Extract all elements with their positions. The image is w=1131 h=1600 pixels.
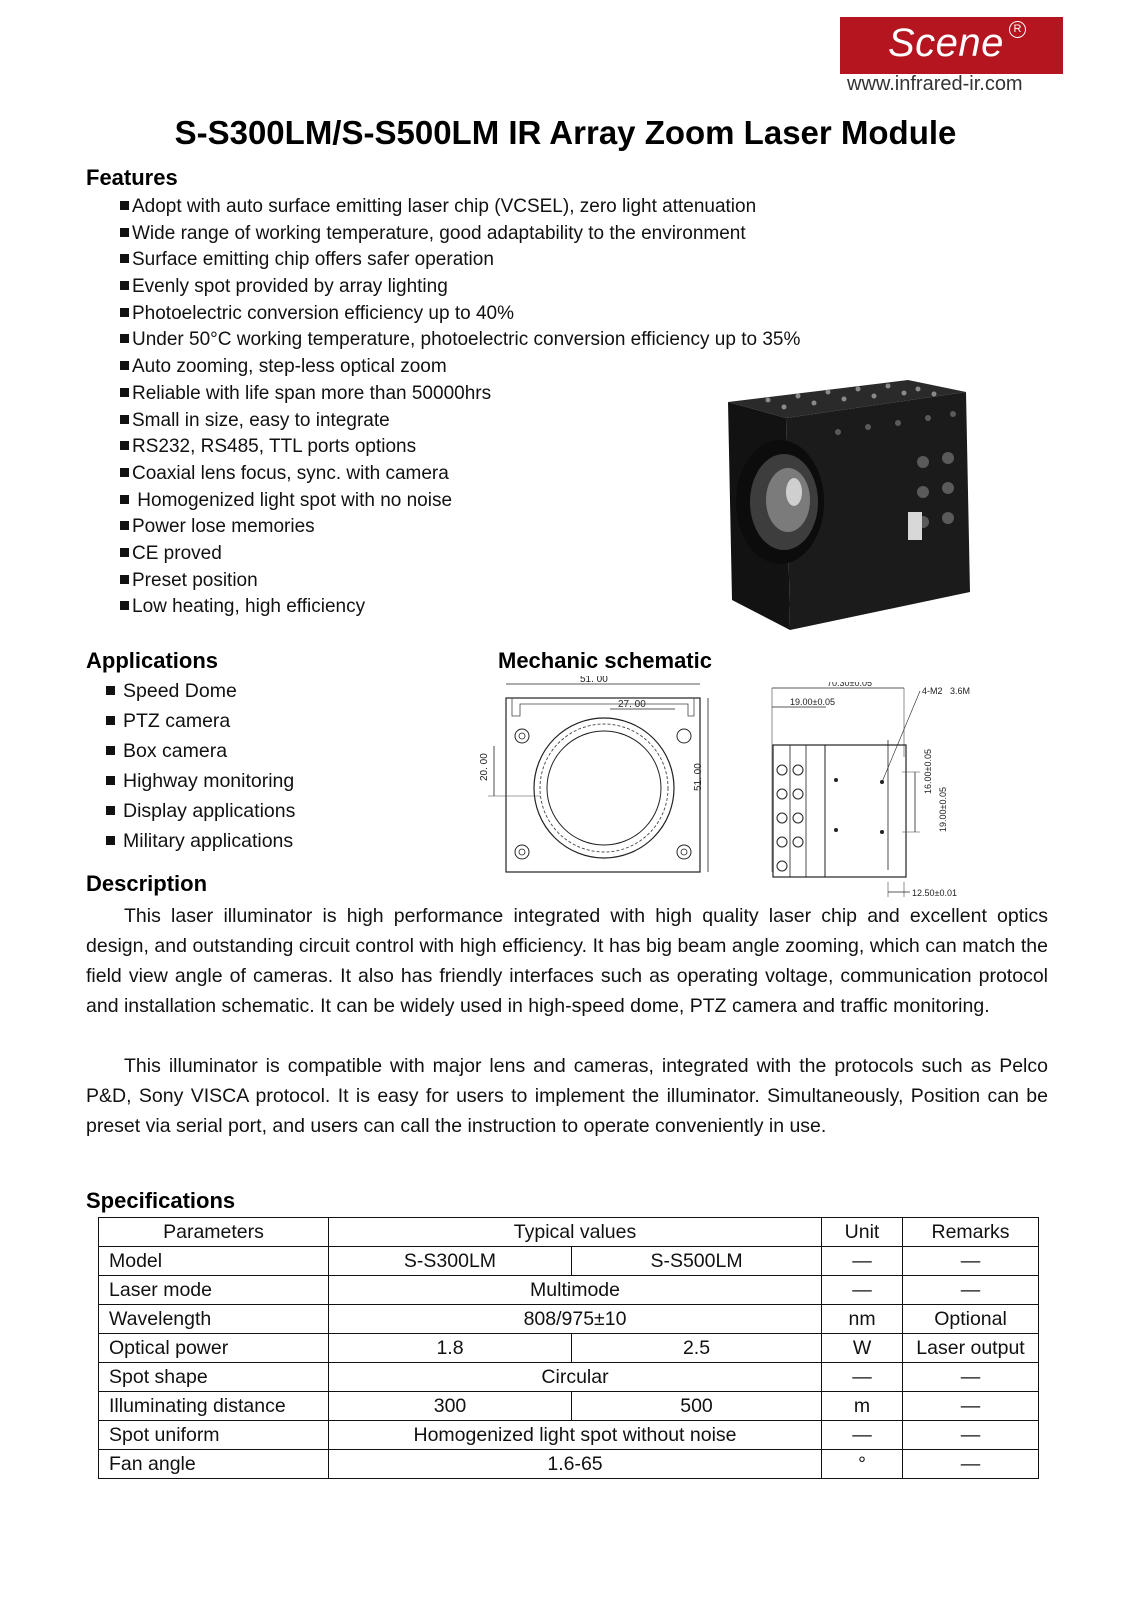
feature-item bbox=[120, 274, 800, 301]
application-text: PTZ camera bbox=[123, 710, 231, 732]
feature-item bbox=[120, 541, 800, 568]
dim-inner-label: 27. 00 bbox=[618, 699, 646, 710]
bullet-square-icon bbox=[120, 254, 129, 263]
application-text: Speed Dome bbox=[123, 680, 237, 702]
table-row bbox=[99, 1392, 1039, 1421]
dim-h2-label: 19.00±0.05 bbox=[938, 787, 948, 832]
brand-logo bbox=[840, 17, 1063, 74]
application-text: Display applications bbox=[123, 800, 296, 822]
table-row bbox=[99, 1276, 1039, 1305]
bullet-square-icon bbox=[120, 361, 129, 370]
applications-list bbox=[106, 676, 295, 856]
feature-item bbox=[120, 194, 800, 221]
feature-text: Low heating, high efficiency bbox=[132, 596, 366, 618]
bullet-square-icon bbox=[120, 281, 129, 290]
feature-item bbox=[120, 408, 800, 435]
cell-parameter: Optical power bbox=[99, 1334, 329, 1363]
table-header-row bbox=[99, 1218, 1039, 1247]
cell-remarks: Laser output bbox=[903, 1334, 1039, 1363]
application-item bbox=[106, 766, 295, 796]
cell-typical-value: Circular bbox=[329, 1363, 822, 1392]
feature-item bbox=[120, 461, 800, 488]
specifications-heading: Specifications bbox=[86, 1188, 236, 1213]
table-row bbox=[99, 1334, 1039, 1363]
cell-unit: ° bbox=[822, 1450, 903, 1479]
bullet-square-icon bbox=[106, 776, 115, 785]
cell-unit: — bbox=[822, 1276, 903, 1305]
cell-value-s300lm: 1.8 bbox=[329, 1334, 572, 1363]
bullet-square-icon bbox=[120, 495, 129, 504]
feature-item bbox=[120, 327, 800, 354]
dim-h1-label: 16.00±0.05 bbox=[923, 749, 933, 794]
cell-remarks: Optional bbox=[903, 1305, 1039, 1334]
feature-item bbox=[120, 434, 800, 461]
cell-unit: m bbox=[822, 1392, 903, 1421]
bullet-square-icon bbox=[106, 716, 115, 725]
bullet-square-icon bbox=[120, 228, 129, 237]
feature-text: Auto zooming, step-less optical zoom bbox=[132, 356, 447, 378]
application-text: Highway monitoring bbox=[123, 770, 295, 792]
features-list bbox=[120, 194, 800, 621]
dim-height-label: 51. 00 bbox=[693, 763, 704, 791]
feature-item bbox=[120, 594, 800, 621]
cell-parameter: Fan angle bbox=[99, 1450, 329, 1479]
bullet-square-icon bbox=[106, 806, 115, 815]
cell-parameter: Wavelength bbox=[99, 1305, 329, 1334]
application-item bbox=[106, 736, 295, 766]
features-heading: Features bbox=[86, 165, 178, 190]
dim-width-label: 51. 00 bbox=[580, 676, 608, 685]
table-row bbox=[99, 1421, 1039, 1450]
header-parameters: Parameters bbox=[99, 1218, 329, 1247]
side-view-drawing bbox=[770, 682, 995, 912]
cell-value-s500lm: S-S500LM bbox=[572, 1247, 822, 1276]
application-text: Military applications bbox=[123, 830, 294, 852]
applications-heading: Applications bbox=[86, 648, 219, 673]
feature-text: Wide range of working temperature, good adaptability to the environment bbox=[132, 222, 746, 244]
description-paragraph-1: This laser illuminator is high performance integrated with high quality laser chip and excellent optics design, and outstanding circuit control with high efficiency. It has big beam angle zooming, which can match the field view angle of cameras. It also has friendly interfaces such as operating voltage, communication protocol and installation schematic. It can be widely used in high-speed dome, PTZ camera and traffic monitoring. bbox=[86, 905, 1048, 1017]
cell-remarks: — bbox=[903, 1450, 1039, 1479]
feature-text: Preset position bbox=[132, 569, 258, 591]
cell-parameter: Laser mode bbox=[99, 1276, 329, 1305]
cell-typical-value: 1.6-65 bbox=[329, 1450, 822, 1479]
dim-total-label: 70.30±0.05 bbox=[827, 682, 872, 688]
application-item bbox=[106, 826, 295, 856]
cell-unit: — bbox=[822, 1421, 903, 1450]
bullet-square-icon bbox=[106, 746, 115, 755]
bullet-square-icon bbox=[120, 415, 129, 424]
cell-parameter: Model bbox=[99, 1247, 329, 1276]
header-unit: Unit bbox=[822, 1218, 903, 1247]
feature-text: Small in size, easy to integrate bbox=[132, 409, 390, 431]
front-view-drawing bbox=[480, 676, 730, 881]
bullet-square-icon bbox=[106, 836, 115, 845]
dim-left-label: 20. 00 bbox=[480, 753, 490, 781]
cell-unit: — bbox=[822, 1363, 903, 1392]
page-title: S-S300LM/S-S500LM IR Array Zoom Laser Module bbox=[174, 114, 957, 151]
feature-item bbox=[120, 381, 800, 408]
feature-item bbox=[120, 514, 800, 541]
cell-value-s500lm: 500 bbox=[572, 1392, 822, 1421]
application-item bbox=[106, 796, 295, 826]
cell-unit: — bbox=[822, 1247, 903, 1276]
feature-item bbox=[120, 568, 800, 595]
bullet-square-icon bbox=[120, 468, 129, 477]
table-row bbox=[99, 1363, 1039, 1392]
dim-front-label: 19.00±0.05 bbox=[790, 697, 835, 707]
header-remarks: Remarks bbox=[903, 1218, 1039, 1247]
bullet-square-icon bbox=[120, 201, 129, 210]
feature-item bbox=[120, 247, 800, 274]
cell-remarks: — bbox=[903, 1276, 1039, 1305]
application-item bbox=[106, 676, 295, 706]
feature-text: Adopt with auto surface emitting laser chip (VCSEL), zero light attenuation bbox=[132, 196, 757, 217]
dim-screw-label: 4-M2 bbox=[922, 686, 943, 696]
cell-parameter: Spot shape bbox=[99, 1363, 329, 1392]
dim-screw-suffix-label: 3.6M bbox=[950, 686, 971, 696]
cell-value-s300lm: S-S300LM bbox=[329, 1247, 572, 1276]
header-typical-values: Typical values bbox=[329, 1218, 822, 1247]
cell-value-s300lm: 300 bbox=[329, 1392, 572, 1421]
cell-typical-value: 808/975±10 bbox=[329, 1305, 822, 1334]
feature-item bbox=[120, 301, 800, 328]
brand-name: Scene bbox=[888, 21, 1004, 65]
table-row bbox=[99, 1305, 1039, 1334]
bullet-square-icon bbox=[106, 686, 115, 695]
product-photo bbox=[708, 352, 998, 652]
feature-item bbox=[120, 221, 800, 248]
application-text: Box camera bbox=[123, 740, 228, 762]
bullet-square-icon bbox=[120, 308, 129, 317]
cell-typical-value: Multimode bbox=[329, 1276, 822, 1305]
bullet-square-icon bbox=[120, 388, 129, 397]
cell-parameter: Illuminating distance bbox=[99, 1392, 329, 1421]
application-item bbox=[106, 706, 295, 736]
cell-unit: nm bbox=[822, 1305, 903, 1334]
dim-bottom-label: 12.50±0.01 bbox=[912, 888, 957, 898]
feature-text: Evenly spot provided by array lighting bbox=[132, 276, 448, 298]
table-row bbox=[99, 1450, 1039, 1479]
feature-item bbox=[120, 354, 800, 381]
feature-text: RS232, RS485, TTL ports options bbox=[132, 436, 417, 458]
feature-item bbox=[120, 488, 800, 515]
cell-remarks: — bbox=[903, 1392, 1039, 1421]
feature-text: Homogenized light spot with no noise bbox=[132, 489, 453, 511]
bullet-square-icon bbox=[120, 521, 129, 530]
cell-parameter: Spot uniform bbox=[99, 1421, 329, 1450]
bullet-square-icon bbox=[120, 441, 129, 450]
feature-text: Under 50°C working temperature, photoelectric conversion efficiency up to 35% bbox=[132, 329, 801, 351]
specifications-table bbox=[98, 1217, 1039, 1479]
cell-remarks: — bbox=[903, 1421, 1039, 1450]
feature-text: Coaxial lens focus, sync. with camera bbox=[132, 462, 449, 484]
description-heading: Description bbox=[86, 871, 208, 896]
website-url: www.infrared-ir.com bbox=[847, 73, 1023, 95]
bullet-square-icon bbox=[120, 334, 129, 343]
bullet-square-icon bbox=[120, 575, 129, 584]
feature-text: Power lose memories bbox=[132, 516, 315, 538]
feature-text: Photoelectric conversion efficiency up to 40% bbox=[132, 302, 514, 324]
feature-text: CE proved bbox=[132, 542, 222, 564]
cell-remarks: — bbox=[903, 1363, 1039, 1392]
feature-text: Surface emitting chip offers safer operation bbox=[132, 249, 494, 271]
schematic-heading: Mechanic schematic bbox=[498, 648, 712, 673]
description-paragraph-2: This illuminator is compatible with major lens and cameras, integrated with the protocols such as Pelco P&D, Sony VISCA protocol. It is easy for users to implement the illuminator. Simultaneously, Position can be preset via serial port, and users can call the instruction to operate conveniently in use. bbox=[86, 1055, 1048, 1137]
bullet-square-icon bbox=[120, 548, 129, 557]
cell-remarks: — bbox=[903, 1247, 1039, 1276]
cell-unit: W bbox=[822, 1334, 903, 1363]
cell-typical-value: Homogenized light spot without noise bbox=[329, 1421, 822, 1450]
registered-mark: R bbox=[1009, 21, 1026, 38]
table-row bbox=[99, 1247, 1039, 1276]
feature-text: Reliable with life span more than 50000hrs bbox=[132, 382, 492, 404]
bullet-square-icon bbox=[120, 601, 129, 610]
cell-value-s500lm: 2.5 bbox=[572, 1334, 822, 1363]
